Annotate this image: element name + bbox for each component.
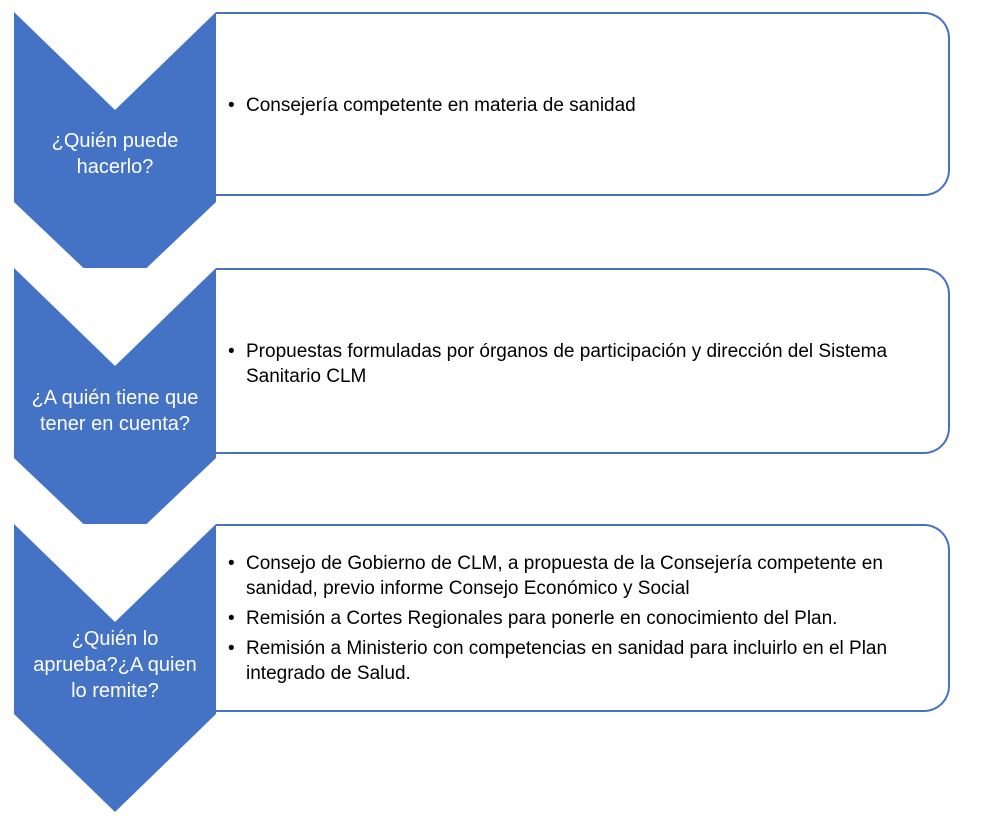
step-1-question-line-2: hacerlo?: [76, 156, 154, 178]
step-3-bullet-3: • Remisión a Ministerio con competencias en sanidad para incluirlo en el Plan integrado de Salud.: [228, 636, 934, 686]
step-1-bullet-list: [228, 93, 934, 123]
step-3-question-line-3: lo remite?: [71, 680, 159, 702]
step-1-content-panel: [216, 12, 950, 196]
step-3-bullet-2: • Remisión a Cortes Regionales para ponerle en conocimiento del Plan.: [228, 606, 934, 631]
step-3-bullet-list: [228, 551, 934, 691]
step-2-question-line-1: ¿A quién tiene que: [31, 387, 199, 409]
step-2-question: [14, 385, 216, 437]
step-3-chevron: [0, 524, 230, 814]
step-1-bullet-1: • Consejería competente en materia de sanidad: [228, 93, 934, 118]
step-2-question-line-2: tener en cuenta?: [39, 413, 191, 435]
step-2-bullet-1: • Propuestas formuladas por órganos de participación y dirección del Sistema Sanitario CLM: [228, 339, 934, 389]
step-2-content-panel: [216, 268, 950, 454]
step-2-chevron: [0, 268, 230, 558]
step-1-question: [14, 128, 216, 180]
step-1-question-line-1: ¿Quién puede: [51, 130, 179, 152]
step-2-bullet-list: [228, 339, 934, 394]
step-1-chevron: [0, 12, 230, 302]
step-3-question: [14, 626, 216, 704]
step-3-question-line-2: aprueba?¿A quien: [33, 654, 197, 676]
step-3-bullet-1: • Consejo de Gobierno de CLM, a propuesta de la Consejería competente en sanidad, previo informe Consejo Económico y Social: [228, 551, 934, 601]
step-3-content-panel: [216, 524, 950, 712]
step-3-question-line-1: ¿Quién lo: [71, 628, 159, 650]
